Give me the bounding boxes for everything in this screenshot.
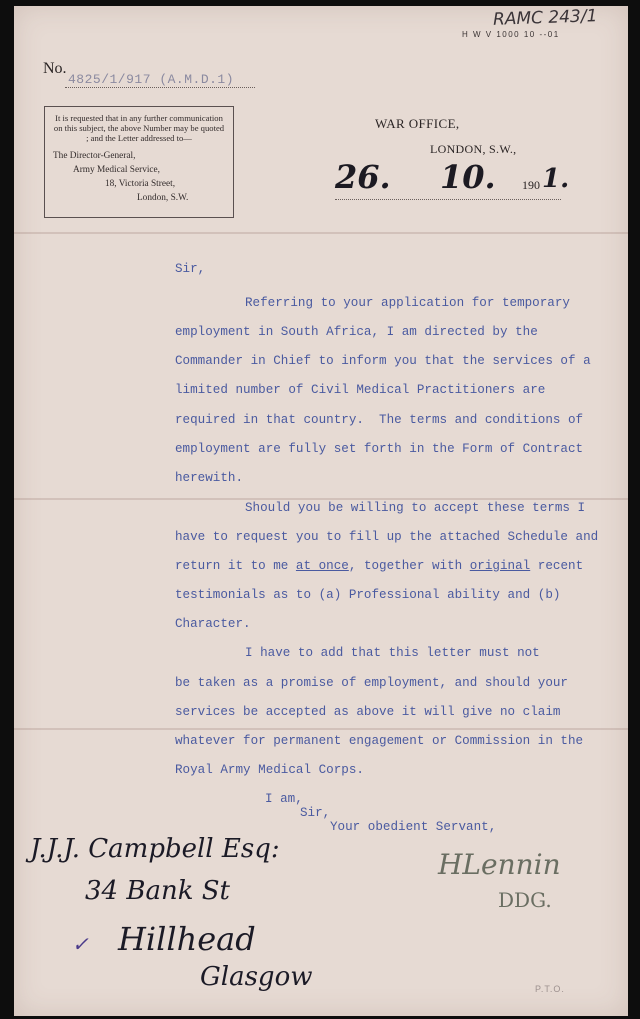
fold-line — [14, 728, 628, 730]
print-code: H W V 1000 10 --01 — [462, 30, 560, 39]
body-text: return it to me — [175, 559, 296, 573]
underlined-text: original — [469, 559, 531, 573]
body-line — [175, 559, 583, 573]
body-line: Referring to your application for temporary — [245, 296, 570, 310]
date-dotted-line — [335, 199, 561, 200]
address-line: 18, Victoria Street, — [105, 179, 176, 189]
date-day: 26. — [335, 158, 391, 196]
body-line: testimonials as to (a) Professional ability and (b) — [175, 588, 561, 602]
body-text: , together with — [348, 559, 470, 573]
check-mark-icon: ✓ — [72, 932, 89, 956]
body-line: Royal Army Medical Corps. — [175, 763, 364, 777]
fold-line — [14, 498, 628, 500]
body-line: required in that country. The terms and conditions of — [175, 413, 584, 427]
closing-line: Sir, — [300, 806, 331, 820]
body-line: Should you be willing to accept these terms I — [245, 501, 586, 515]
body-line: herewith. — [175, 471, 244, 485]
date-year-written: 1. — [542, 164, 570, 194]
body-line: limited number of Civil Medical Practitioners are — [175, 383, 546, 397]
signature: HLennin — [438, 848, 561, 881]
number-label: No. — [43, 60, 67, 77]
office-city: LONDON, S.W., — [430, 142, 517, 156]
notice-box — [44, 106, 234, 218]
signature-title: DDG. — [498, 888, 552, 912]
reference-number: 4825/1/917 (A.M.D.1) — [68, 72, 235, 87]
body-line: whatever for permanent engagement or Commission in the — [175, 734, 584, 748]
body-line: I have to add that this letter must not — [245, 646, 540, 660]
body-line: Character. — [175, 617, 251, 631]
address-line: Army Medical Service, — [73, 165, 160, 175]
recipient-street: 34 Bank St — [85, 876, 230, 906]
closing-line: Your obedient Servant, — [330, 820, 497, 834]
body-line: have to request you to fill up the attached Schedule and — [175, 530, 599, 544]
body-line: be taken as a promise of employment, and should your — [175, 676, 568, 690]
body-line: employment are fully set forth in the Form of Contract — [175, 442, 584, 456]
salutation: Sir, — [175, 262, 206, 276]
archive-reference: RAMC 243/1 — [492, 6, 598, 30]
body-line: Commander in Chief to inform you that the services of a — [175, 354, 591, 368]
recipient-district: Hillhead — [118, 920, 256, 958]
underlined-text: at once — [295, 559, 349, 573]
recipient-name: J.J.J. Campbell Esq: — [30, 834, 280, 864]
notice-text: It is requested that in any further communication on this subject, the above Number may be quoted ; and the Letter addressed to— — [53, 113, 225, 143]
fold-line — [14, 232, 628, 234]
pto-mark: P.T.O. — [535, 984, 565, 994]
number-dotted-line — [65, 87, 255, 88]
address-line: London, S.W. — [137, 193, 189, 203]
date-year-printed: 190 — [522, 178, 540, 192]
body-line: employment in South Africa, I am directed by the — [175, 325, 538, 339]
body-text: recent — [530, 559, 584, 573]
recipient-city: Glasgow — [200, 962, 313, 992]
date-month: 10. — [440, 158, 496, 196]
address-line: The Director-General, — [53, 151, 136, 161]
office-title: WAR OFFICE, — [375, 116, 460, 131]
body-line: services be accepted as above it will give no claim — [175, 705, 561, 719]
closing-line: I am, — [265, 792, 303, 806]
